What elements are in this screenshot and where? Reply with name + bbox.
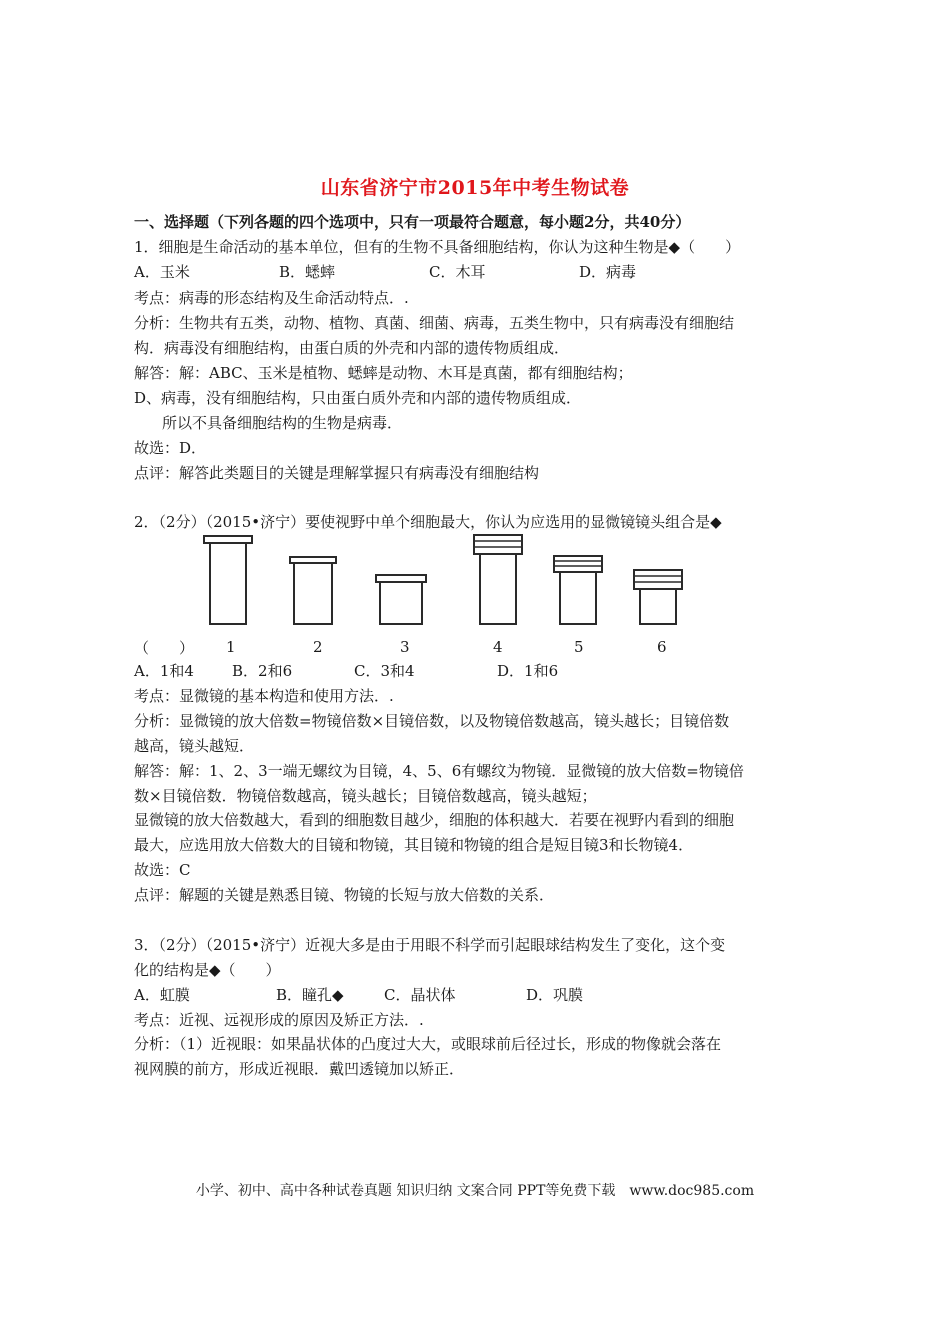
q1-answer-line1: 解答：解：ABC、玉米是植物、蟋蟀是动物、木耳是真菌，都有细胞结构； <box>134 364 633 382</box>
q2-answer-line1: 解答：解：1、2、3一端无螺纹为目镜，4、5、6有螺纹为物镜．显微镜的放大倍数=物镜倍 <box>134 762 744 780</box>
lens-label-3: 3 <box>400 638 410 656</box>
q2-answer-line3: 显微镜的放大倍数越大，看到的细胞数目越少，细胞的体积越大．若要在视野内看到的细胞 <box>134 811 735 829</box>
lens-5-thread <box>554 556 602 572</box>
lens-label-6: 6 <box>657 638 667 656</box>
q3-options <box>134 985 583 1005</box>
q1-stem: 1．细胞是生命活动的基本单位，但有的生物不具备细胞结构，你认为这种生物是◆（ ） <box>134 238 741 256</box>
lens-2-shape <box>294 563 332 624</box>
q2-bracket: （ ） <box>134 639 195 657</box>
page-footer: 小学、初中、高中各种试卷真题 知识归纳 文案合同 PPT等免费下载 www.doc985.com <box>195 1183 755 1199</box>
lens-6-shape <box>640 589 676 624</box>
section-heading: 一、选择题（下列各题的四个选项中，只有一项最符合题意，每小题2分，共40分） <box>134 213 691 231</box>
q2-option-c: C．3和4 <box>354 662 415 680</box>
q3-kaodian: 考点：近视、远视形成的原因及矫正方法．. <box>134 1011 424 1029</box>
q1-comment: 点评：解答此类题目的关键是理解掌握只有病毒没有细胞结构 <box>134 464 540 482</box>
lens-1-shape <box>210 542 246 624</box>
q1-option-b: B．蟋蟀 <box>279 263 336 281</box>
q1-answer-line3: 所以不具备细胞结构的生物是病毒． <box>162 414 403 432</box>
q3-analysis-line2: 视网膜的前方，形成近视眼．戴凹透镜加以矫正． <box>134 1060 465 1078</box>
lens-3-shape <box>380 582 422 624</box>
q1-analysis-line1: 分析：生物共有五类，动物、植物、真菌、细菌、病毒，五类生物中，只有病毒没有细胞结 <box>134 314 735 332</box>
lens-5-shape <box>560 572 596 624</box>
q2-kaodian: 考点：显微镜的基本构造和使用方法．. <box>134 687 394 705</box>
lens-label-5: 5 <box>574 638 584 656</box>
q2-options <box>134 661 558 681</box>
q2-comment: 点评：解题的关键是熟悉目镜、物镜的长短与放大倍数的关系． <box>134 886 555 904</box>
q1-options <box>134 262 636 282</box>
lens-4-thread <box>474 535 522 554</box>
q2-option-d: D．1和6 <box>497 662 559 680</box>
microscope-lens-figure <box>190 532 710 632</box>
lens-4-shape <box>480 554 516 624</box>
q2-stem: 2．（2分）（2015•济宁）要使视野中单个细胞最大，你认为应选用的显微镜镜头组合是◆ <box>134 513 722 531</box>
lens-label-4: 4 <box>493 638 503 656</box>
q1-answer-line2: D、病毒，没有细胞结构，只由蛋白质外壳和内部的遗传物质组成． <box>134 389 582 407</box>
q3-option-d: D．巩膜 <box>526 986 584 1004</box>
q3-option-c: C．晶状体 <box>384 986 456 1004</box>
q3-analysis-line1: 分析：（1）近视眼：如果晶状体的凸度过大大，或眼球前后径过长，形成的物像就会落在 <box>134 1035 722 1053</box>
q2-option-b: B．2和6 <box>232 662 293 680</box>
q1-option-d: D．病毒 <box>579 263 637 281</box>
lens-2-cap <box>290 557 336 563</box>
q3-option-a: A．虹膜 <box>134 986 190 1004</box>
document-title: 山东省济宁市2015年中考生物试卷 <box>320 177 630 199</box>
q2-option-a: A．1和4 <box>134 662 194 680</box>
q1-option-c: C．木耳 <box>429 263 486 281</box>
q3-stem-line1: 3．（2分）（2015•济宁）近视大多是由于用眼不科学而引起眼球结构发生了变化，这个变 <box>134 936 726 954</box>
lens-label-2: 2 <box>313 638 323 656</box>
q3-option-b: B．瞳孔◆ <box>276 986 344 1004</box>
q2-analysis-line1: 分析：显微镜的放大倍数=物镜倍数×目镜倍数，以及物镜倍数越高，镜头越长；目镜倍数 <box>134 712 730 730</box>
q1-choice: 故选：D． <box>134 439 207 457</box>
lens-3-cap <box>376 575 426 582</box>
q1-analysis-line2: 构．病毒没有细胞结构，由蛋白质的外壳和内部的遗传物质组成． <box>134 339 570 357</box>
q2-choice: 故选：C <box>134 861 191 879</box>
q2-answer-line2: 数×目镜倍数．物镜倍数越高，镜头越长；目镜倍数越高，镜头越短； <box>134 787 597 805</box>
lens-label-1: 1 <box>226 638 236 656</box>
q1-option-a: A．玉米 <box>134 263 190 281</box>
lens-1-cap <box>204 536 252 543</box>
q1-kaodian: 考点：病毒的形态结构及生命活动特点．. <box>134 289 409 307</box>
q2-analysis-line2: 越高，镜头越短． <box>134 737 255 755</box>
q3-stem-line2: 化的结构是◆（ ） <box>134 961 281 979</box>
q2-answer-line4: 最大，应选用放大倍数大的目镜和物镜，其目镜和物镜的组合是短目镜3和长物镜4． <box>134 836 694 854</box>
lens-6-thread <box>634 570 682 589</box>
